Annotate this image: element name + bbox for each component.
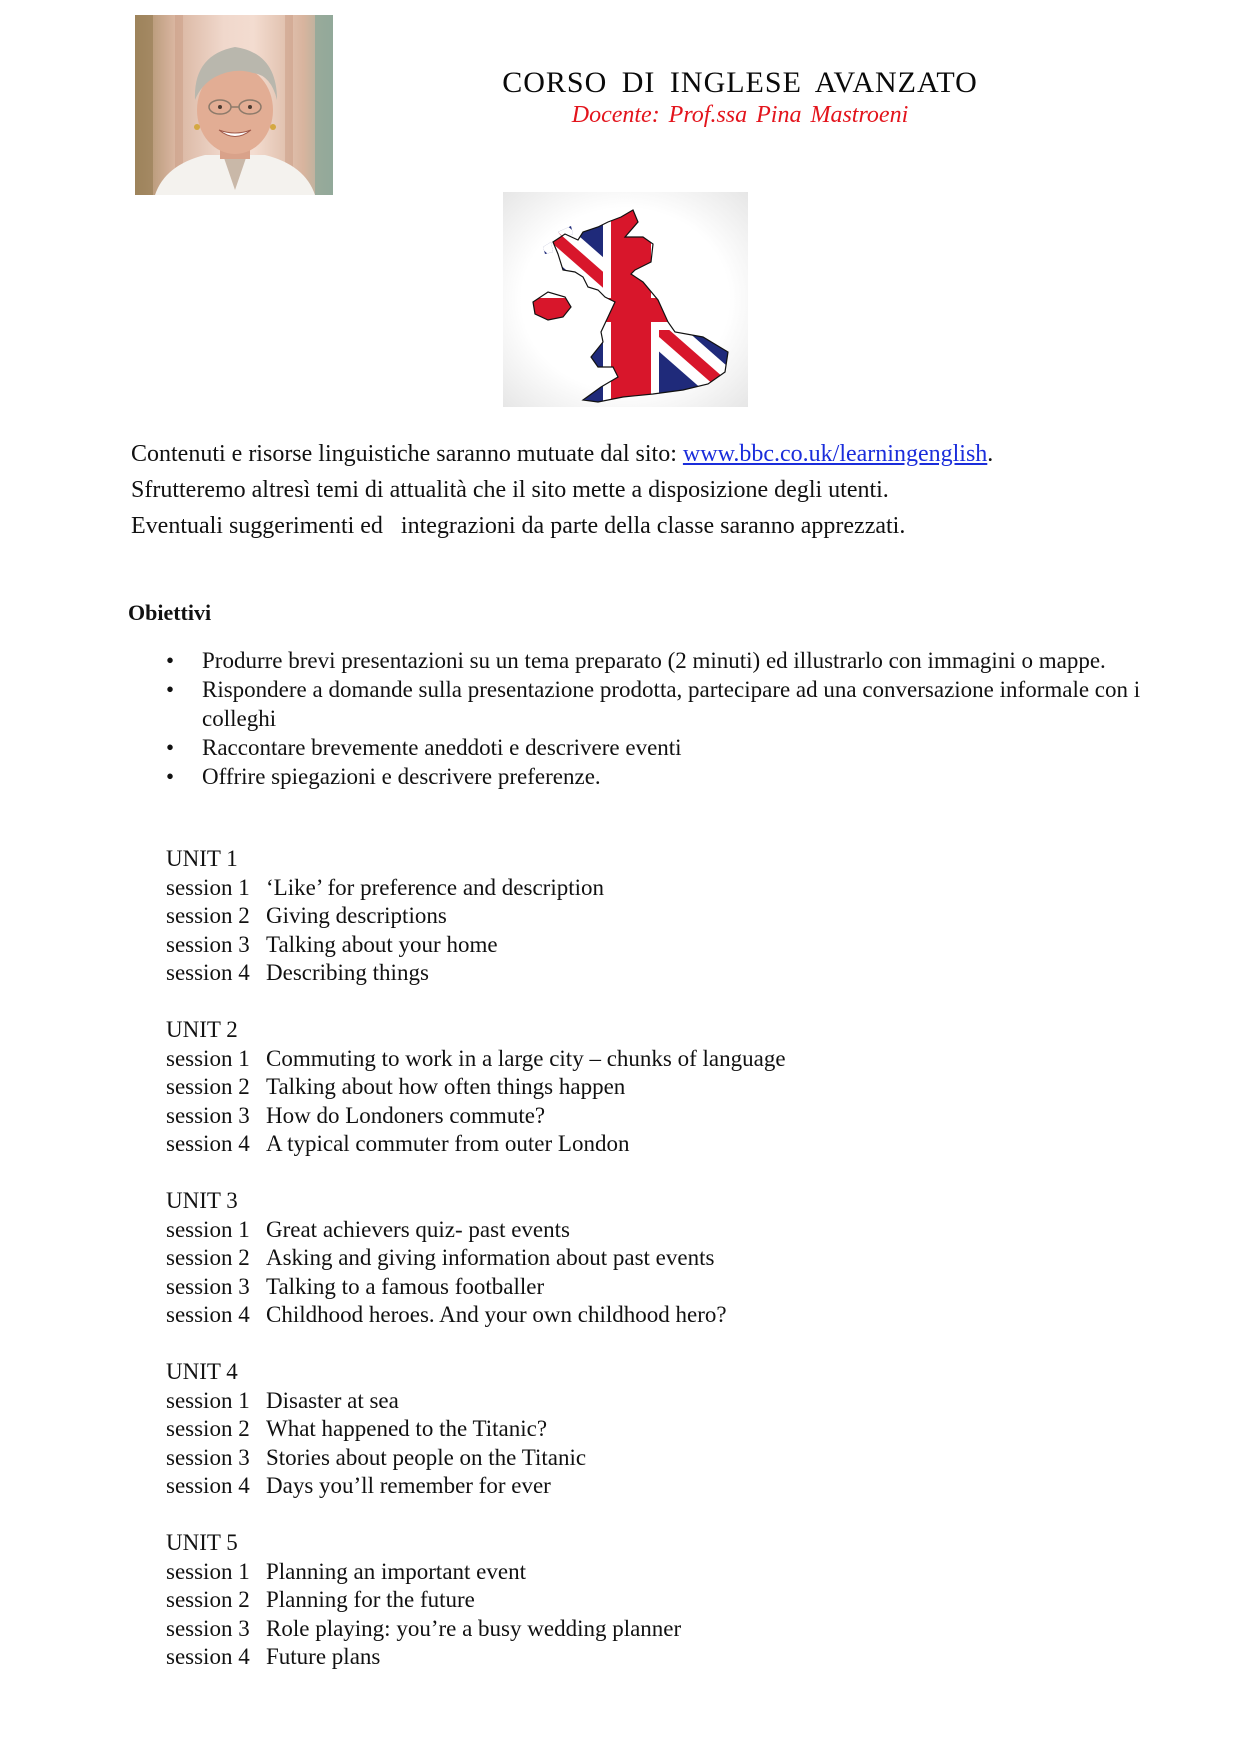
bullet-icon: • [166, 735, 175, 760]
session-row [166, 1073, 786, 1102]
session-text: Talking about your home [266, 931, 498, 957]
header [440, 66, 1040, 129]
unit-title: UNIT 2 [166, 1017, 238, 1042]
session-row [166, 1643, 786, 1672]
session-row [166, 1130, 786, 1159]
unit-title: UNIT 4 [166, 1359, 238, 1384]
unit-5 [166, 1529, 786, 1672]
session-label: session 1 [166, 1387, 250, 1413]
session-row [166, 874, 786, 903]
session-row [166, 1472, 786, 1501]
intro-line-1 [131, 436, 993, 472]
session-text: Future plans [266, 1644, 381, 1669]
session-row [166, 1387, 786, 1416]
session-text: Childhood heroes. And your own childhood hero? [266, 1302, 727, 1327]
uk-map-icon [503, 192, 748, 407]
session-text: Planning for the future [266, 1587, 475, 1612]
session-label: session 4 [166, 960, 250, 985]
session-label: session 3 [166, 931, 250, 957]
session-label: session 1 [166, 1216, 250, 1242]
session-text: Talking about how often things happen [266, 1074, 626, 1099]
objective-text: Offrire spiegazioni e descrivere preferenze. [202, 764, 601, 789]
unit-4 [166, 1358, 786, 1501]
session-label: session 1 [166, 1558, 250, 1584]
bullet-icon: • [166, 764, 175, 789]
session-row [166, 1216, 786, 1245]
bullet-icon: • [166, 648, 175, 673]
intro-line-2: Sfrutteremo altresì temi di attualità che il sito mette a disposizione degli utenti. [131, 477, 889, 503]
session-row [166, 931, 786, 960]
session-text: Talking to a famous footballer [266, 1273, 545, 1299]
session-label: session 4 [166, 1473, 250, 1498]
portrait-image [135, 15, 333, 195]
session-row [166, 959, 786, 988]
session-label: session 4 [166, 1644, 250, 1669]
objective-item [166, 733, 1156, 762]
unit-3 [166, 1187, 786, 1330]
session-label: session 4 [166, 1131, 250, 1156]
unit-1 [166, 845, 786, 988]
session-text: Role playing: you’re a busy wedding planner [266, 1615, 682, 1641]
unit-title: UNIT 3 [166, 1188, 238, 1213]
session-text: Stories about people on the Titanic [266, 1444, 587, 1470]
session-row [166, 1558, 786, 1587]
session-label: session 1 [166, 874, 250, 900]
session-text: Planning an important event [266, 1558, 526, 1584]
objectives-heading: Obiettivi [128, 600, 212, 625]
session-label: session 4 [166, 1302, 250, 1327]
intro-text [131, 436, 993, 544]
intro-line-1-text: Contenuti e risorse linguistiche saranno mutuate dal sito: [131, 441, 683, 467]
session-label: session 2 [166, 1074, 250, 1099]
session-label: session 2 [166, 1416, 250, 1441]
session-row [166, 1444, 786, 1473]
teacher-name: Docente: Prof.ssa Pina Mastroeni [571, 102, 909, 128]
session-row [166, 1615, 786, 1644]
uk-flag-map-image [503, 192, 748, 407]
bullet-icon: • [166, 677, 175, 702]
unit-title: UNIT 1 [166, 846, 238, 871]
session-text: Giving descriptions [266, 903, 447, 928]
session-label: session 2 [166, 1245, 250, 1270]
session-label: session 2 [166, 903, 250, 928]
intro-line-1-suffix: . [987, 441, 994, 467]
objective-text: Produrre brevi presentazioni su un tema preparato (2 minuti) ed illustrarlo con immagini o mappe. [202, 648, 1106, 673]
session-row [166, 1586, 786, 1615]
objectives-list [166, 646, 1156, 791]
session-row [166, 1045, 786, 1074]
objective-text: Raccontare brevemente aneddoti e descrivere eventi [202, 735, 682, 760]
session-label: session 1 [166, 1045, 250, 1071]
session-label: session 3 [166, 1273, 250, 1299]
objective-item [166, 675, 1156, 733]
objective-item [166, 762, 1156, 791]
session-row [166, 1244, 786, 1273]
session-text: Commuting to work in a large city – chunks of language [266, 1045, 786, 1071]
units-syllabus [166, 845, 786, 1700]
session-text: How do Londoners commute? [266, 1102, 546, 1128]
session-label: session 3 [166, 1102, 250, 1128]
session-label: session 3 [166, 1615, 250, 1641]
session-text: A typical commuter from outer London [266, 1131, 630, 1156]
session-row [166, 902, 786, 931]
session-row [166, 1273, 786, 1302]
session-label: session 3 [166, 1444, 250, 1470]
session-row [166, 1102, 786, 1131]
unit-title: UNIT 5 [166, 1530, 238, 1555]
document-title: CORSO DI INGLESE AVANZATO [502, 66, 978, 99]
intro-line-3: Eventuali suggerimenti ed integrazioni da parte della classe saranno apprezzati. [131, 513, 906, 539]
session-text: Disaster at sea [266, 1387, 399, 1413]
teacher-photo [135, 15, 333, 195]
session-text: Great achievers quiz- past events [266, 1216, 570, 1242]
session-text: Asking and giving information about past events [266, 1245, 715, 1270]
objective-item [166, 646, 1156, 675]
objective-text: Rispondere a domande sulla presentazione prodotta, partecipare ad una conversazione informale con i colleghi [202, 677, 1141, 731]
session-text: Days you’ll remember for ever [266, 1473, 551, 1498]
session-label: session 2 [166, 1587, 250, 1612]
session-text: Describing things [266, 960, 429, 985]
session-row [166, 1415, 786, 1444]
session-text: What happened to the Titanic? [266, 1416, 548, 1441]
session-text: ‘Like’ for preference and description [266, 874, 605, 900]
unit-2 [166, 1016, 786, 1159]
bbc-learning-english-link[interactable]: www.bbc.co.uk/learningenglish [682, 441, 988, 467]
session-row [166, 1301, 786, 1330]
